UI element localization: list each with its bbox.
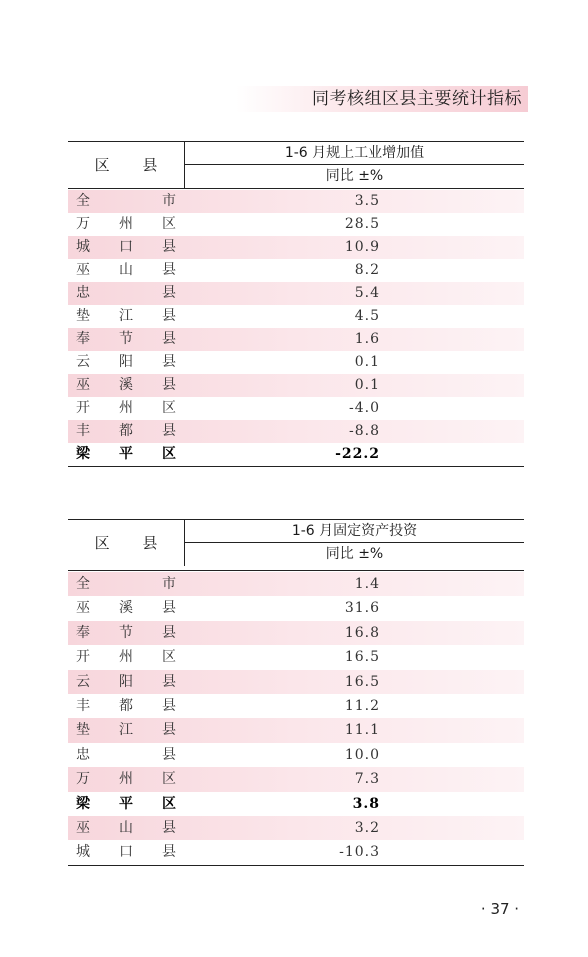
district-name-char: 江 xyxy=(119,722,133,739)
district-name-char: 区 xyxy=(162,400,176,416)
district-name xyxy=(76,374,176,397)
table-row xyxy=(68,572,524,596)
table-row xyxy=(68,374,524,397)
district-name-char: 溪 xyxy=(119,600,133,617)
yoy-value: 28.5 xyxy=(344,216,380,232)
district-name-char: 万 xyxy=(76,771,90,788)
district-name-char: 奉 xyxy=(76,624,90,641)
yoy-value: 5.4 xyxy=(354,285,380,301)
district-name-char: 江 xyxy=(119,308,133,324)
district-name-char: 巫 xyxy=(76,262,90,278)
yoy-value: 11.2 xyxy=(344,697,380,714)
district-name-char: 丰 xyxy=(76,697,90,714)
district-name-char: 区 xyxy=(162,216,176,232)
district-name-char: 县 xyxy=(162,819,176,836)
district-name-char: 县 xyxy=(162,377,176,393)
table-row xyxy=(68,621,524,645)
district-name xyxy=(76,792,176,816)
district-name-char: 市 xyxy=(162,576,176,592)
district-name-char xyxy=(119,572,133,596)
district-name-char: 县 xyxy=(162,746,176,763)
table-row xyxy=(68,792,524,816)
district-name-char: 都 xyxy=(119,697,133,714)
table-row xyxy=(68,420,524,443)
district-name-char: 县 xyxy=(162,239,176,255)
table-row xyxy=(68,840,524,864)
district-name-char: 巫 xyxy=(76,600,90,617)
industrial-value-added-table xyxy=(68,141,524,471)
district-name-char: 丰 xyxy=(76,423,90,439)
district-name-char: 阳 xyxy=(119,673,133,690)
table-row xyxy=(68,718,524,742)
district-name xyxy=(76,743,176,767)
district-name xyxy=(76,670,176,694)
yoy-value: 0.1 xyxy=(354,377,380,393)
district-name-char: 县 xyxy=(162,844,176,861)
yoy-value: 1.6 xyxy=(354,331,380,347)
yoy-value: 4.5 xyxy=(354,308,380,324)
yoy-value: 16.5 xyxy=(344,649,380,666)
district-name-char: 县 xyxy=(162,308,176,324)
district-name-char: 区 xyxy=(162,649,176,666)
table-row xyxy=(68,443,524,466)
header-bottom-rule xyxy=(68,188,524,189)
district-name-char: 城 xyxy=(76,844,90,861)
district-name-char: 县 xyxy=(162,624,176,641)
district-name-char: 山 xyxy=(119,819,133,836)
district-name-char: 梁 xyxy=(76,446,90,462)
district-name xyxy=(76,596,176,620)
district-column-header: 区 县 xyxy=(94,156,172,174)
district-name-char: 溪 xyxy=(119,377,133,393)
yoy-value: 3.8 xyxy=(352,795,380,812)
district-name xyxy=(76,190,176,213)
yoy-value: -22.2 xyxy=(335,446,380,462)
table-row xyxy=(68,743,524,767)
district-name-char: 节 xyxy=(119,624,133,641)
district-name-char: 口 xyxy=(119,239,133,255)
district-name-char: 梁 xyxy=(76,795,90,812)
yoy-column-header: 同比 ±% xyxy=(325,546,384,562)
district-name xyxy=(76,259,176,282)
district-name-char: 州 xyxy=(119,216,133,232)
district-name-char: 区 xyxy=(162,446,176,462)
district-name xyxy=(76,718,176,742)
district-name xyxy=(76,305,176,328)
table-body xyxy=(68,190,524,466)
district-name xyxy=(76,397,176,420)
district-name-char: 全 xyxy=(76,576,90,592)
district-name-char: 口 xyxy=(119,844,133,861)
district-name xyxy=(76,282,176,305)
district-name-char: 都 xyxy=(119,423,133,439)
district-name-char: 云 xyxy=(76,354,90,370)
yoy-value: 11.1 xyxy=(344,722,380,739)
yoy-value: -4.0 xyxy=(349,400,380,416)
district-column-header: 区 县 xyxy=(94,534,172,552)
district-name-char: 州 xyxy=(119,771,133,788)
yoy-value: 31.6 xyxy=(344,600,380,617)
district-name-char: 区 xyxy=(162,771,176,788)
table-row xyxy=(68,190,524,213)
district-name xyxy=(76,645,176,669)
district-name-char: 巫 xyxy=(76,819,90,836)
district-name-char: 开 xyxy=(76,649,90,666)
table-row xyxy=(68,259,524,282)
district-name xyxy=(76,767,176,791)
district-name-char: 区 xyxy=(162,795,176,812)
yoy-value: 3.5 xyxy=(354,193,380,209)
district-name-char: 城 xyxy=(76,239,90,255)
district-name-char: 县 xyxy=(162,697,176,714)
district-name-char: 县 xyxy=(162,262,176,278)
yoy-column-header: 同比 ±% xyxy=(325,168,384,184)
table-bottom-rule xyxy=(68,466,524,467)
district-name xyxy=(76,572,176,596)
district-name-char: 全 xyxy=(76,193,90,209)
header-bottom-rule xyxy=(68,570,524,571)
district-name-char: 云 xyxy=(76,673,90,690)
district-name xyxy=(76,816,176,840)
district-name-char: 市 xyxy=(162,193,176,209)
district-name xyxy=(76,236,176,259)
table-row xyxy=(68,596,524,620)
district-name-char: 奉 xyxy=(76,331,90,347)
district-name-char xyxy=(119,282,133,305)
yoy-value: 7.3 xyxy=(354,771,380,788)
district-name-char: 山 xyxy=(119,262,133,278)
yoy-value: 16.5 xyxy=(344,673,380,690)
district-name-char: 平 xyxy=(119,446,133,462)
table-row xyxy=(68,351,524,374)
fixed-asset-investment-table xyxy=(68,519,524,865)
yoy-value: 0.1 xyxy=(354,354,380,370)
indicator-column-header: 1-6 月规上工业增加值 xyxy=(284,145,425,161)
yoy-value: 1.4 xyxy=(354,576,380,592)
district-name xyxy=(76,213,176,236)
table-row xyxy=(68,213,524,236)
district-name-char: 垫 xyxy=(76,308,90,324)
yoy-value: -8.8 xyxy=(349,423,380,439)
yoy-value: 3.2 xyxy=(354,819,380,836)
table-row xyxy=(68,816,524,840)
district-name xyxy=(76,351,176,374)
indicator-column-header: 1-6 月固定资产投资 xyxy=(291,523,418,539)
district-name-char: 县 xyxy=(162,331,176,347)
page-number: · 37 · xyxy=(480,900,520,918)
table-row xyxy=(68,305,524,328)
district-name xyxy=(76,621,176,645)
district-name-char xyxy=(119,190,133,213)
table-row xyxy=(68,694,524,718)
district-name-char: 开 xyxy=(76,400,90,416)
table-row xyxy=(68,328,524,351)
yoy-value: 8.2 xyxy=(354,262,380,278)
district-name-char: 县 xyxy=(162,285,176,301)
district-name-char: 县 xyxy=(162,600,176,617)
district-name-char: 县 xyxy=(162,722,176,739)
district-name-char: 阳 xyxy=(119,354,133,370)
district-name-char: 县 xyxy=(162,423,176,439)
district-name-char: 忠 xyxy=(76,746,90,763)
table-row xyxy=(68,397,524,420)
district-name-char: 万 xyxy=(76,216,90,232)
district-name xyxy=(76,328,176,351)
table-bottom-rule xyxy=(68,865,524,866)
table-body xyxy=(68,572,524,865)
district-name-char: 州 xyxy=(119,400,133,416)
district-name xyxy=(76,443,176,466)
district-name xyxy=(76,694,176,718)
table-row xyxy=(68,645,524,669)
yoy-value: -10.3 xyxy=(339,844,380,861)
district-name-char: 平 xyxy=(119,795,133,812)
table-row xyxy=(68,282,524,305)
district-name-char: 县 xyxy=(162,673,176,690)
district-name xyxy=(76,840,176,864)
district-name-char: 忠 xyxy=(76,285,90,301)
yoy-value: 16.8 xyxy=(344,624,380,641)
district-name-char: 巫 xyxy=(76,377,90,393)
district-name-char: 州 xyxy=(119,649,133,666)
page-title: 同考核组区县主要统计指标 xyxy=(312,89,522,109)
table-row xyxy=(68,670,524,694)
table-row xyxy=(68,236,524,259)
yoy-value: 10.9 xyxy=(344,239,380,255)
district-name xyxy=(76,420,176,443)
district-name-char xyxy=(119,743,133,767)
district-name-char: 节 xyxy=(119,331,133,347)
district-name-char: 垫 xyxy=(76,722,90,739)
table-row xyxy=(68,767,524,791)
district-name-char: 县 xyxy=(162,354,176,370)
yoy-value: 10.0 xyxy=(344,746,380,763)
